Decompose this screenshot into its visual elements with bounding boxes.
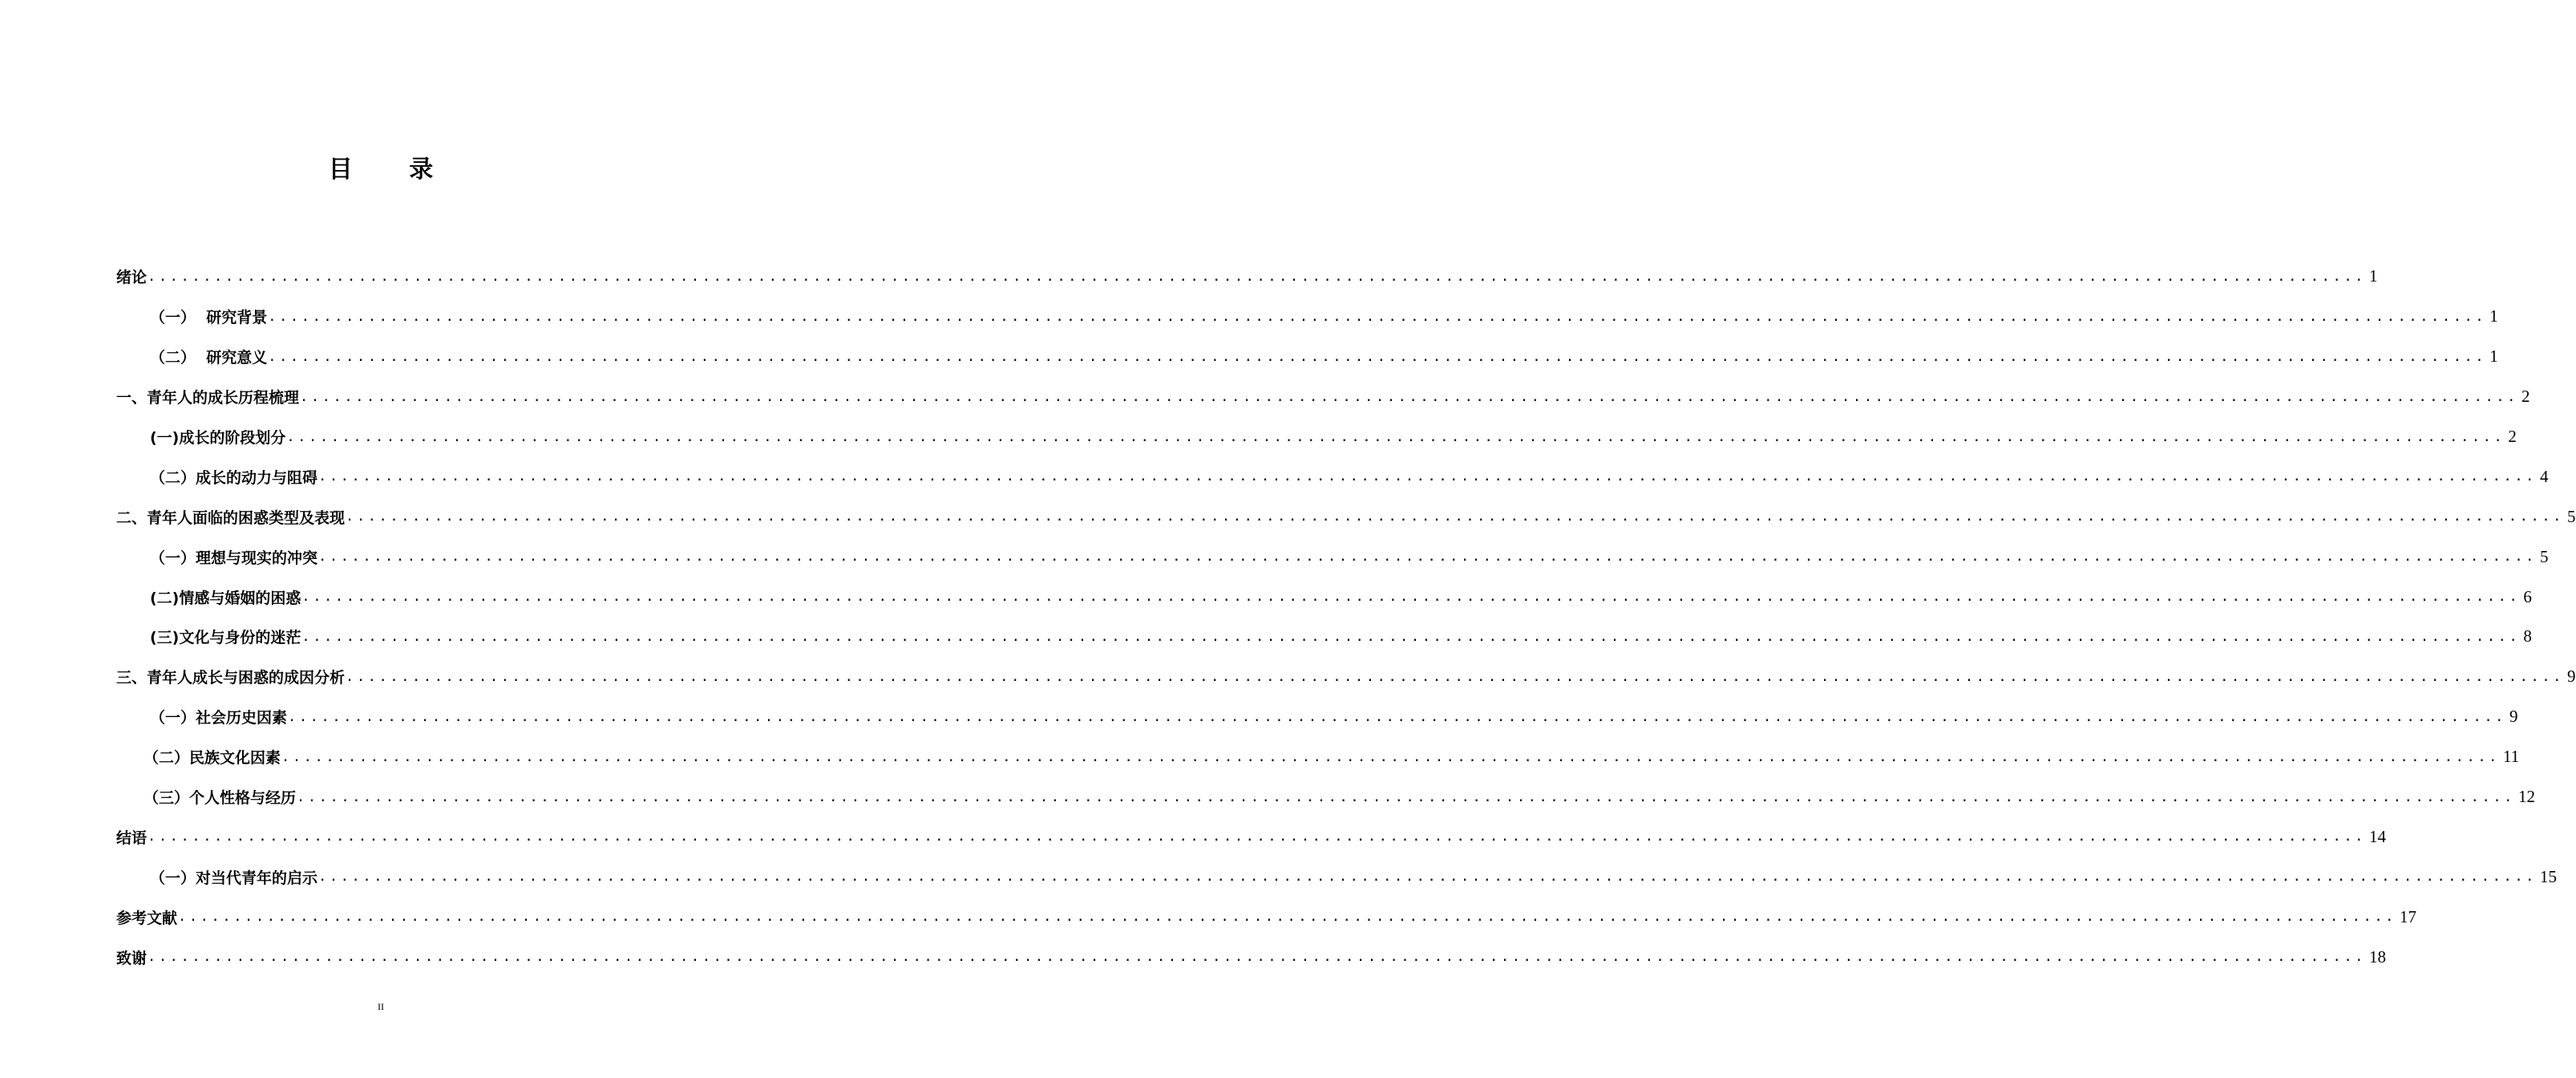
toc-leader-dots: ........................................................................................................................................................................................................ bbox=[148, 268, 2366, 285]
toc-entry-label: （一） 研究背景 bbox=[150, 306, 267, 327]
toc-leader-dots: ........................................................................................................................................................................................................ bbox=[148, 829, 2366, 845]
toc-entry-label: 结语 bbox=[116, 826, 147, 848]
toc-entry[interactable] bbox=[116, 897, 2416, 937]
toc-entry[interactable] bbox=[116, 657, 2576, 697]
toc-entry-label: (二)情感与婚姻的困惑 bbox=[150, 586, 301, 608]
toc-entry-page: 6 bbox=[2523, 586, 2532, 606]
toc-entry-page: 14 bbox=[2369, 826, 2386, 846]
page-number: II bbox=[378, 1001, 384, 1012]
toc-entry-page: 1 bbox=[2369, 266, 2378, 286]
toc-entry-page: 1 bbox=[2489, 306, 2498, 326]
toc-entry-label: （一）理想与现实的冲突 bbox=[150, 546, 317, 568]
toc-entry[interactable] bbox=[116, 377, 2530, 417]
toc-entry[interactable] bbox=[116, 496, 2576, 537]
toc-entry[interactable] bbox=[116, 857, 2557, 897]
toc-entry-page: 2 bbox=[2521, 387, 2530, 407]
toc-entry-label: 三、青年人成长与困惑的成因分析 bbox=[116, 666, 345, 687]
toc-entry-page: 18 bbox=[2369, 946, 2386, 967]
toc-entry-label: 一、青年人的成长历程梳理 bbox=[116, 386, 299, 407]
toc-entry[interactable] bbox=[116, 537, 2549, 577]
toc-entry[interactable] bbox=[116, 937, 2386, 977]
toc-entry-page: 5 bbox=[2567, 506, 2576, 526]
toc-entry-label: （一）社会历史因素 bbox=[150, 706, 287, 727]
toc-entry-label: （二）成长的动力与阻碍 bbox=[150, 466, 317, 488]
toc-entry-page: 11 bbox=[2503, 747, 2520, 767]
toc-entry[interactable] bbox=[116, 417, 2517, 457]
toc-leader-dots: ........................................................................................................................................................................................................ bbox=[297, 788, 2515, 805]
toc-entry-page: 1 bbox=[2489, 346, 2498, 367]
toc-entry-page: 8 bbox=[2523, 626, 2532, 646]
toc-entry-label: (三)文化与身份的迷茫 bbox=[150, 626, 301, 647]
toc-entry[interactable] bbox=[116, 456, 2549, 496]
toc-entry-page: 9 bbox=[2509, 707, 2518, 727]
page-title: 目 录 bbox=[328, 156, 458, 184]
toc-leader-dots: ........................................................................................................................................................................................................ bbox=[286, 428, 2505, 445]
toc-entry-label: （二） 研究意义 bbox=[150, 346, 267, 367]
toc-leader-dots: ........................................................................................................................................................................................................ bbox=[148, 949, 2366, 966]
toc-leader-dots: ........................................................................................................................................................................................................ bbox=[268, 348, 2487, 365]
toc-entry-label: (一)成长的阶段划分 bbox=[150, 426, 285, 448]
toc-entry-page: 2 bbox=[2508, 427, 2517, 446]
toc-leader-dots: ........................................................................................................................................................................................................ bbox=[301, 628, 2521, 645]
toc-entry[interactable] bbox=[116, 577, 2532, 617]
toc-entry[interactable] bbox=[116, 697, 2518, 737]
toc-entry-label: 致谢 bbox=[116, 946, 147, 968]
toc-entry-page: 5 bbox=[2540, 546, 2549, 566]
toc-entry-label: （一）对当代青年的启示 bbox=[150, 866, 317, 888]
toc-leader-dots: ........................................................................................................................................................................................................ bbox=[300, 388, 2518, 405]
toc-entry[interactable] bbox=[116, 737, 2520, 777]
toc-entry-label: 二、青年人面临的困惑类型及表现 bbox=[116, 506, 345, 528]
toc-entry[interactable] bbox=[116, 297, 2498, 337]
toc-leader-dots: ........................................................................................................................................................................................................ bbox=[288, 708, 2506, 725]
toc-leader-dots: ........................................................................................................................................................................................................ bbox=[301, 589, 2521, 606]
toc-entry[interactable] bbox=[116, 777, 2535, 817]
toc-leader-dots: ........................................................................................................................................................................................................ bbox=[268, 308, 2487, 325]
toc-entry[interactable] bbox=[116, 337, 2498, 377]
toc-entry-label: （二）民族文化因素 bbox=[144, 746, 281, 768]
toc-leader-dots: ........................................................................................................................................................................................................ bbox=[318, 869, 2537, 886]
toc-entry-page: 9 bbox=[2567, 667, 2576, 687]
toc-entry-page: 4 bbox=[2540, 466, 2549, 486]
table-of-contents bbox=[116, 257, 2576, 977]
toc-leader-dots: ........................................................................................................................................................................................................ bbox=[346, 509, 2564, 525]
toc-leader-dots: ........................................................................................................................................................................................................ bbox=[318, 549, 2537, 565]
toc-leader-dots: ........................................................................................................................................................................................................ bbox=[318, 468, 2537, 485]
toc-entry[interactable] bbox=[116, 257, 2378, 297]
toc-entry[interactable] bbox=[116, 817, 2386, 857]
toc-entry-label: 参考文献 bbox=[116, 906, 177, 928]
toc-entry-page: 12 bbox=[2518, 787, 2535, 807]
toc-entry-label: （三）个人性格与经历 bbox=[144, 786, 296, 808]
toc-leader-dots: ........................................................................................................................................................................................................ bbox=[281, 748, 2500, 765]
toc-entry-page: 15 bbox=[2540, 866, 2557, 886]
toc-entry-page: 17 bbox=[2400, 906, 2416, 926]
toc-leader-dots: ........................................................................................................................................................................................................ bbox=[346, 668, 2564, 685]
toc-leader-dots: ........................................................................................................................................................................................................ bbox=[178, 909, 2396, 926]
toc-entry[interactable] bbox=[116, 617, 2532, 657]
toc-entry-label: 绪论 bbox=[116, 265, 147, 287]
